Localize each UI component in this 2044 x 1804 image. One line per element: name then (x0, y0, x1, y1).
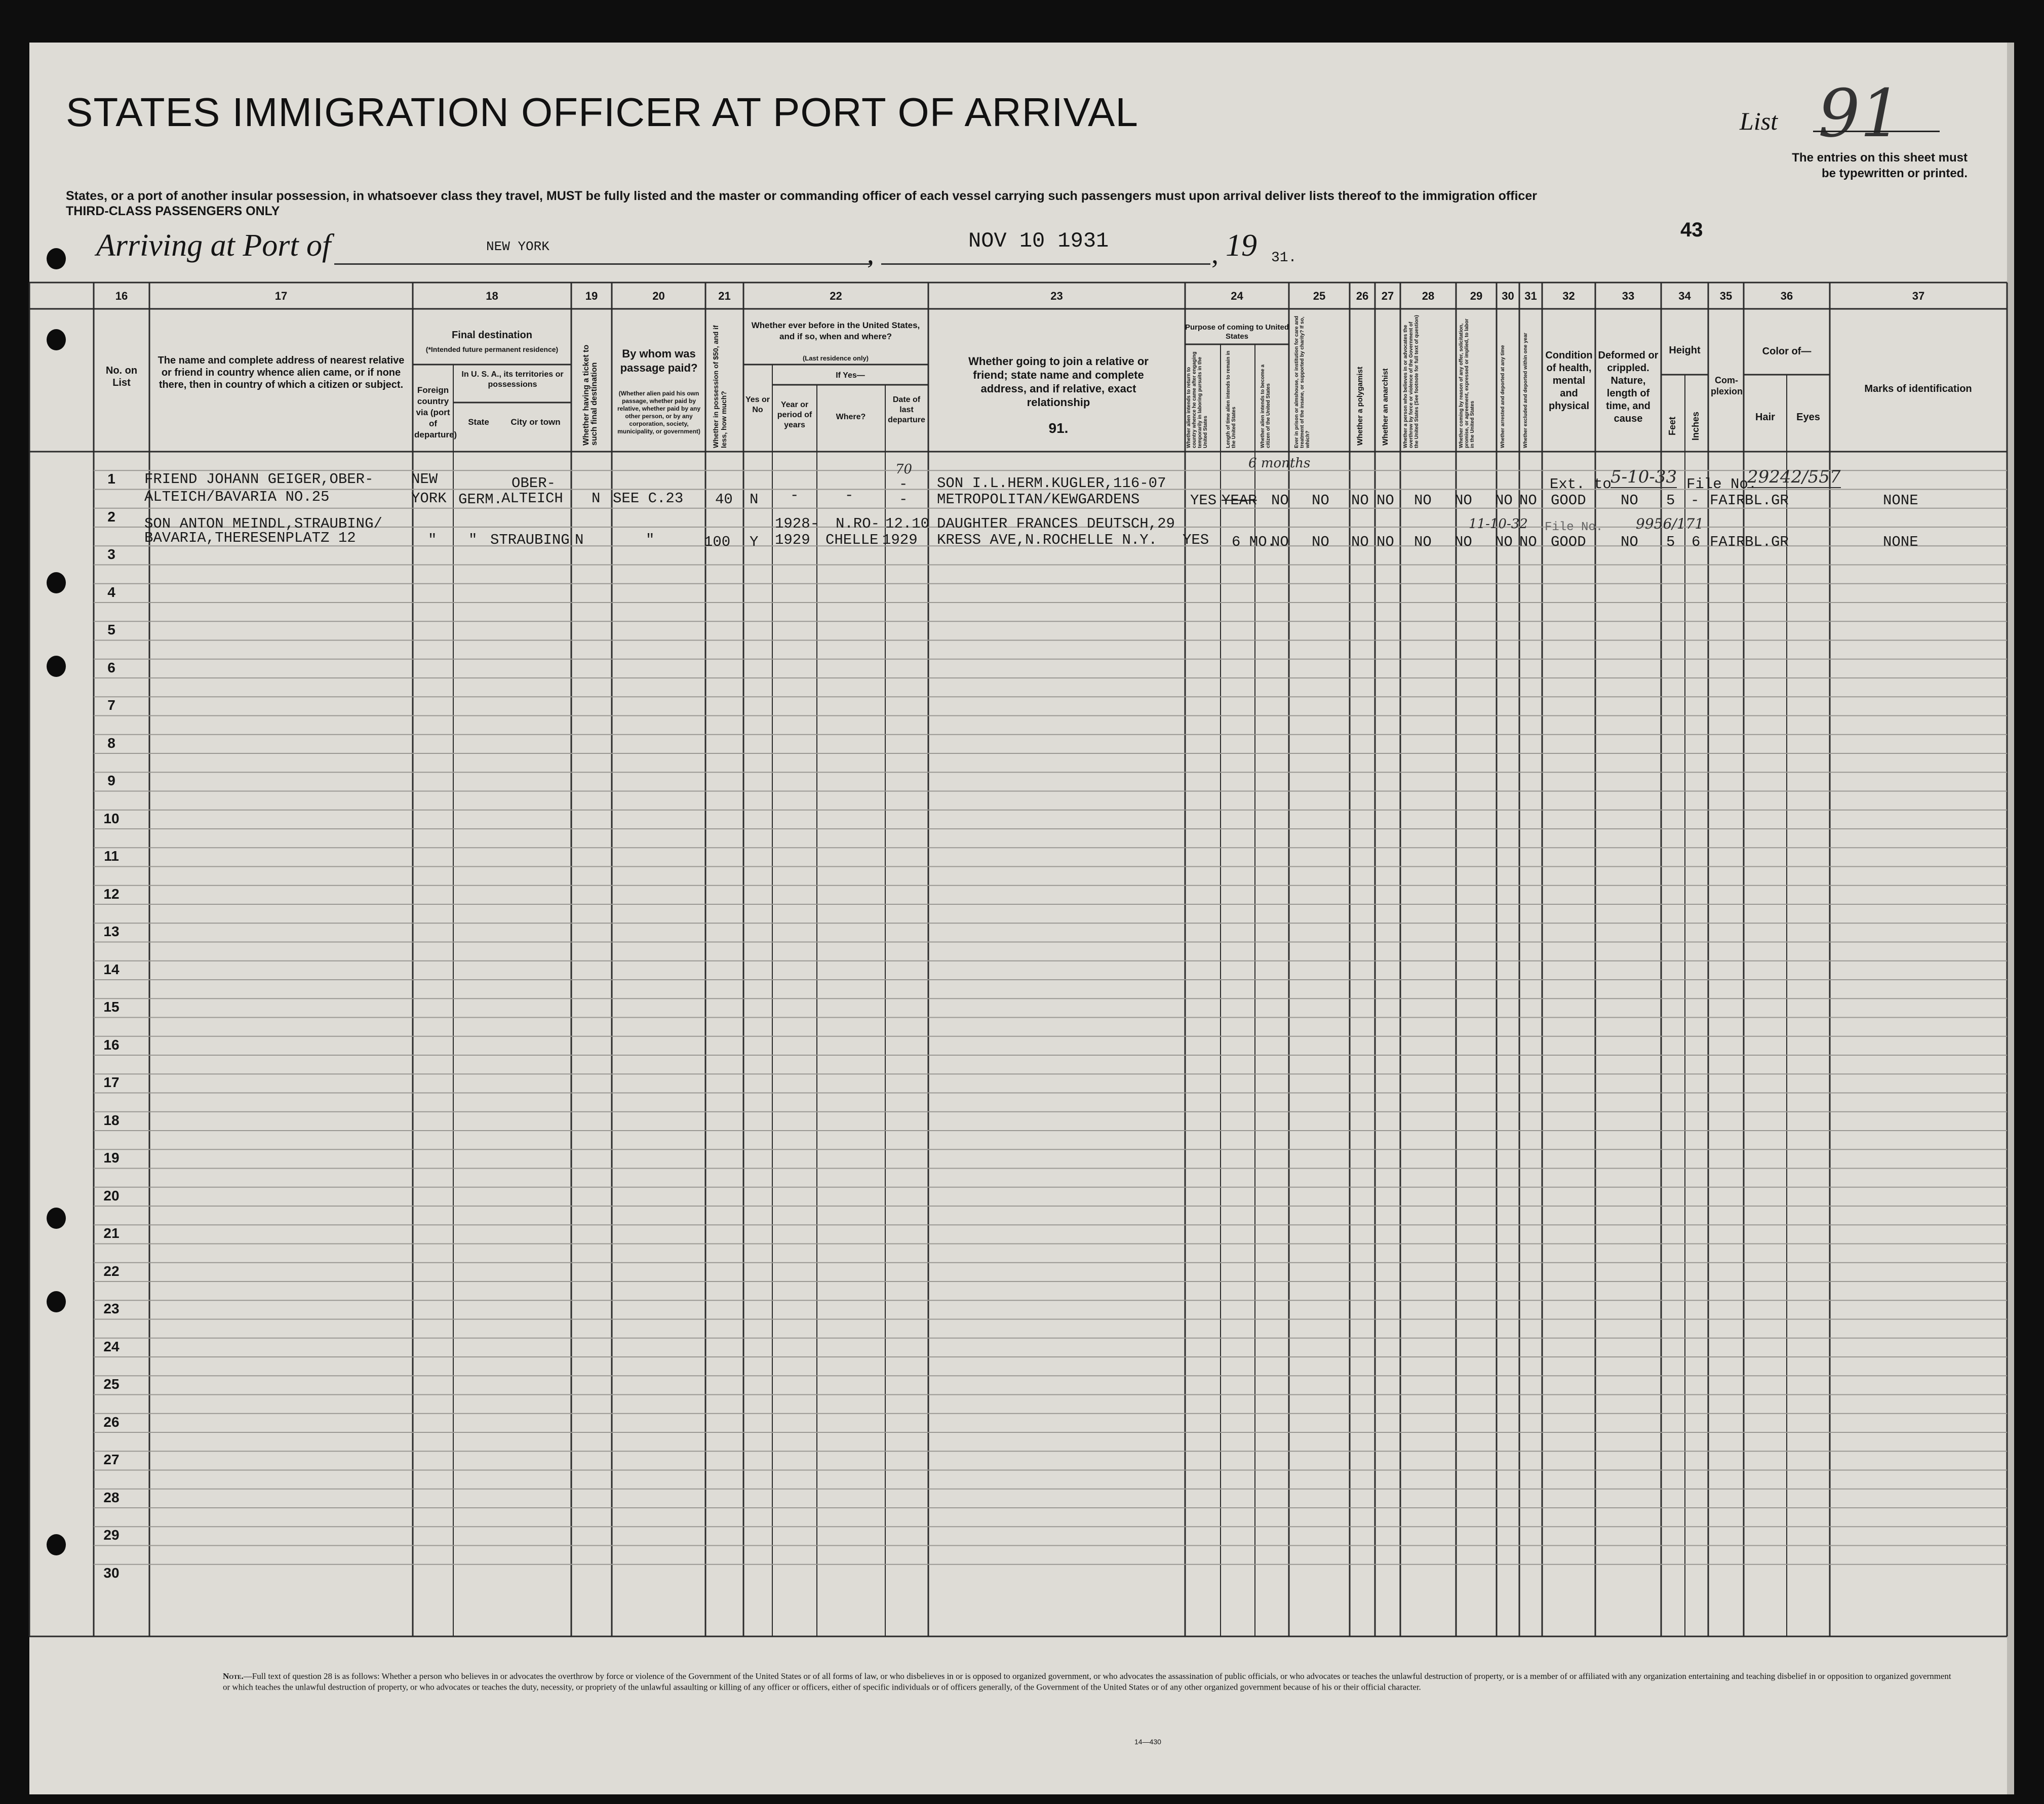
col-num: 32 (1562, 290, 1575, 302)
col-num: 27 (1381, 290, 1394, 302)
before-in-us: Y (750, 534, 759, 550)
foreign-country: " (428, 532, 437, 548)
file-label: File No. (1545, 520, 1603, 534)
file-label: File No. (1686, 476, 1757, 493)
joining: DAUGHTER FRANCES DEUTSCH,29 (937, 515, 1175, 532)
heading-relative: The name and complete address of nearest relative or friend in country whence alien came, or if none there, then in country of which a citizen or subject. (158, 355, 405, 390)
row-number: 14 (103, 961, 120, 977)
q27: NO (1377, 534, 1394, 550)
heading-col25: Ever in prison or almshouse, or institution for care and treatment of the insane, or supported by charity? If so, which? (1294, 315, 1311, 448)
row-number: 21 (103, 1225, 120, 1241)
relative-line: FRIEND JOHANN GEIGER,OBER- (144, 471, 374, 488)
row-number: 20 (103, 1187, 120, 1204)
heading-purpose: Purpose of coming to United States (1185, 323, 1289, 341)
separator: , (867, 238, 874, 270)
heading-purpose-b: Length of time alien intends to remain in the United States (1226, 350, 1237, 448)
row-number: 18 (103, 1112, 120, 1128)
col-num: 34 (1678, 290, 1691, 302)
where: - (845, 487, 854, 504)
ticket: N (592, 490, 601, 507)
purpose-a: YES (1190, 492, 1217, 509)
col-num: 33 (1622, 290, 1635, 302)
row-number: 19 (103, 1150, 120, 1166)
col-num: 24 (1231, 290, 1243, 302)
year-period: 1929 (775, 532, 810, 548)
purpose-b: 6 MO. (1232, 534, 1276, 550)
q29: NO (1455, 492, 1472, 509)
q26: NO (1351, 492, 1369, 509)
heading-hair: Hair (1755, 412, 1775, 423)
heading-where: Where? (836, 413, 866, 421)
q31: NO (1519, 534, 1537, 550)
q26: NO (1351, 534, 1369, 550)
row-number: 15 (103, 999, 120, 1015)
heading-before-note: (Last residence only) (802, 354, 869, 362)
heading-col26: Whether a polygamist (1356, 367, 1364, 446)
col-num: 35 (1719, 290, 1733, 302)
separator: , (1211, 238, 1218, 270)
col-num: 16 (115, 290, 128, 302)
row-number: 17 (103, 1074, 120, 1090)
heading-col31: Whether excluded and deported within one year (1523, 333, 1528, 448)
col-num: 36 (1780, 290, 1793, 302)
purpose-c: NO (1271, 534, 1289, 550)
heading-purpose-c: Whether alien intends to become a citizen of the United States (1260, 364, 1271, 448)
city: ALTEICH (501, 490, 563, 507)
q29: NO (1455, 534, 1472, 550)
heading-before-in-us: Whether ever before in the United States, and if so, when and where? (751, 320, 920, 341)
row-number: 2 (107, 508, 115, 525)
departure: 1929 (882, 532, 918, 548)
marks: NONE (1883, 534, 1918, 550)
heading-passage-paid-note: (Whether alien paid his own passage, whether paid by relative, whether paid by any other person, or by any corporation, society, municipality, or government) (617, 390, 701, 435)
list-label: List (1740, 107, 1778, 135)
heading-marks: Marks of identification (1864, 383, 1972, 394)
departure: 12.10 (885, 515, 930, 532)
heading-col27: Whether an anarchist (1381, 368, 1390, 446)
height-inches: 6 (1692, 534, 1701, 550)
handwritten-note: 6 months (1248, 456, 1311, 471)
entries-note-line: be typewritten or printed. (1821, 167, 1968, 180)
q31: NO (1519, 492, 1537, 509)
heading-joining-ref: 91. (1048, 420, 1069, 436)
joining: SON I.L.HERM.KUGLER,116-07 (937, 475, 1166, 492)
row-number: 26 (103, 1414, 120, 1430)
heading-feet: Feet (1667, 416, 1677, 435)
col-num: 31 (1524, 290, 1537, 302)
row-number: 29 (103, 1527, 120, 1543)
row-number: 10 (103, 810, 120, 826)
sheet-number: 43 (1680, 219, 1703, 241)
heading-passage-paid: By whom was passage paid? (620, 347, 698, 374)
row-number: 16 (103, 1036, 120, 1053)
departure: - (899, 491, 908, 508)
heading-joining: Whether going to join a relative or friend; state name and complete address, and if relative, exact relationship (968, 355, 1149, 409)
purpose-b: YEAR (1222, 492, 1257, 509)
state: " (468, 532, 478, 548)
row-number: 9 (107, 773, 115, 788)
year-suffix: 31. (1271, 250, 1297, 266)
q30: NO (1495, 534, 1513, 550)
passage-paid: SEE C.23 (613, 490, 684, 507)
col-num: 22 (830, 290, 842, 302)
heading-final-destination: Final destination (452, 330, 532, 341)
port-value: NEW YORK (486, 239, 549, 254)
heading-col29: Whether coming by reason of any offer, solicitation, promise, or agreement, expressed or implied, to labor in the United States (1459, 318, 1475, 448)
heading-height: Height (1669, 345, 1701, 356)
relative-line: ALTEICH/BAVARIA NO.25 (144, 489, 330, 505)
list-number: 91 (1818, 75, 1902, 152)
arriving-label: Arriving at Port of (96, 228, 331, 263)
heading-if-yes: If Yes— (836, 371, 865, 380)
heading-complexion: Com- plexion (1711, 375, 1743, 396)
subtitle-class: THIRD-CLASS PASSENGERS ONLY (66, 204, 280, 218)
health: GOOD (1551, 492, 1586, 509)
q25: NO (1312, 492, 1329, 509)
heading-eyes: Eyes (1796, 412, 1820, 423)
year-period: - (790, 487, 799, 504)
heading-year-period: Year or period of years (777, 400, 812, 429)
entries-note-line: The entries on this sheet must (1792, 151, 1968, 165)
height-feet: 5 (1666, 492, 1675, 509)
heading-purpose-a: Whether alien intends to return to country whence he came after engaging temporarily in laboring pursuits in the United States (1186, 351, 1208, 448)
ext-date: 5-10-33 (1610, 467, 1677, 487)
row-number: 30 (103, 1565, 120, 1581)
row-number: 7 (107, 697, 115, 713)
col-num: 37 (1912, 290, 1925, 302)
before-in-us: N (750, 491, 759, 508)
city: STRAUBING (490, 532, 570, 548)
deformed: NO (1621, 534, 1638, 550)
handwritten-note: 70 (895, 462, 913, 477)
heading-yes-no: Yes or No (745, 395, 770, 414)
q25: NO (1312, 534, 1329, 550)
footnote-label: Note. (223, 1671, 244, 1681)
complexion: FAIR (1710, 534, 1745, 550)
col-num: 29 (1470, 290, 1483, 302)
heading-foreign-country: Foreign country via (port of departure) (414, 385, 457, 439)
row-number: 27 (103, 1452, 120, 1467)
ext-label: Ext. to (1550, 476, 1611, 493)
city: OBER- (512, 475, 556, 492)
page-title: STATES IMMIGRATION OFFICER AT PORT OF ARRIVAL (66, 90, 1138, 135)
row-number: 3 (107, 546, 115, 562)
height-inches: - (1691, 492, 1700, 509)
eyes: GR (1771, 492, 1789, 509)
heading-no-on-list: No. on List (105, 365, 138, 388)
heading-in-usa: In U. S. A., its territories or possessions (461, 370, 564, 389)
col-num: 18 (486, 290, 498, 302)
col-num: 17 (274, 290, 288, 302)
heading-money: Whether in possession of $50, and if less, how much? (712, 325, 728, 448)
q30: NO (1495, 492, 1513, 509)
heading-col30: Whether arrested and deported at any time (1500, 345, 1506, 448)
arrival-date: NOV 10 1931 (968, 229, 1109, 253)
col-num: 28 (1422, 290, 1435, 302)
purpose-c: NO (1271, 492, 1289, 509)
file-number: 9956/171 (1636, 515, 1704, 532)
relative-line: SON ANTON MEINDL,STRAUBING/ (144, 515, 382, 532)
subtitle-line: States, or a port of another insular possession, in whatsoever class they travel, MUST be fully listed and the master or commanding officer of each vessel carrying such passengers must upon arrival deliver lists thereof to the immigration officer (66, 189, 1537, 203)
col-num: 20 (652, 290, 665, 302)
row-number: 28 (103, 1489, 120, 1505)
row-number: 11 (104, 848, 119, 864)
heading-city: City or town (510, 417, 561, 427)
col-num: 21 (718, 290, 731, 302)
row-number: 6 (107, 659, 115, 675)
col-num: 26 (1356, 290, 1369, 302)
row-number: 12 (103, 886, 120, 902)
row-number: 25 (103, 1376, 120, 1392)
purpose-a: YES (1183, 532, 1209, 548)
row-number: 4 (107, 584, 115, 600)
hair: BL. (1745, 492, 1772, 509)
footnote (223, 1671, 1954, 1693)
foreign-country: YORK (411, 490, 447, 507)
state: GERM. (458, 491, 503, 508)
departure: - (899, 476, 908, 493)
row-number: 23 (103, 1301, 120, 1316)
heading-final-destination-note: (*Intended future permanent residence) (425, 345, 559, 353)
joining: METROPOLITAN/KEWGARDENS (937, 491, 1140, 508)
money: 40 (715, 491, 733, 508)
hair: BL. (1745, 534, 1772, 550)
ext-date: 11-10-32 (1469, 516, 1528, 532)
joining: KRESS AVE,N.ROCHELLE N.Y. (937, 532, 1158, 548)
col-num: 23 (1050, 290, 1063, 302)
heading-condition: Condition of health, mental and physical (1545, 350, 1593, 412)
where: CHELLE (826, 532, 879, 548)
row-number: 24 (103, 1338, 120, 1354)
heading-state: State (468, 417, 489, 427)
where: N.RO- (836, 515, 880, 532)
row-number: 8 (107, 735, 115, 751)
heading-col28: Whether a person who believes in or advocates the overthrow by force or violence of the Government of the United States (See footnote for full text of question) (1403, 315, 1420, 448)
col-num: 30 (1502, 290, 1514, 302)
marks: NONE (1883, 492, 1918, 509)
heading-deformed: Deformed or crippled. Nature, length of time, and cause (1598, 350, 1659, 424)
money: 100 (704, 534, 731, 550)
deformed: NO (1621, 492, 1638, 509)
form-number: 14—430 (1134, 1738, 1161, 1746)
col-num: 25 (1313, 290, 1326, 302)
q27: NO (1377, 492, 1394, 509)
ticket: N (575, 532, 584, 548)
foreign-country: NEW (411, 471, 438, 488)
year-prefix: 19 (1226, 228, 1257, 263)
col-num: 19 (585, 290, 598, 302)
footnote-text: —Full text of question 28 is as follows: Whether a person who believes in or advocates the overthrow by force or violence of the Government of the United States or of all forms of law, or who disbelieves in or is opposed to organized government, or who advocates the assassination of public officials, or who advocates or teaches the unlawful destruction of property, or is a member of or affiliated with any organization entertaining and teaching disbelief in or opposition to organized government or which teaches the unlawful destruction of property, or who advocates or teaches the duty, necessity, or propriety of the unlawful assaulting or killing of any officer or officers, either of specific individuals or of officers generally, of the Government of the United States or of any other organized government because of his or their official character. (223, 1671, 1951, 1692)
row-number: 22 (103, 1263, 120, 1279)
passage-paid: " (646, 532, 655, 548)
row-number: 13 (103, 924, 120, 939)
row-number: 5 (107, 622, 115, 637)
relative-line: BAVARIA,THERESENPLATZ 12 (144, 530, 356, 546)
q28: NO (1414, 534, 1432, 550)
complexion: FAIR (1710, 492, 1745, 509)
file-number: 29242/557 (1747, 467, 1841, 487)
row-number: 1 (107, 471, 115, 487)
heading-date-last-departure: Date of last departure (888, 395, 925, 424)
height-feet: 5 (1666, 534, 1675, 550)
heading-color-of: Color of— (1762, 346, 1812, 357)
heading-ticket: Whether having a ticket to such final destination (582, 344, 599, 446)
health: GOOD (1551, 534, 1586, 550)
year-period: 1928- (775, 515, 819, 532)
eyes: GR (1771, 534, 1789, 550)
heading-inches: Inches (1691, 411, 1701, 440)
q28: NO (1414, 492, 1432, 509)
